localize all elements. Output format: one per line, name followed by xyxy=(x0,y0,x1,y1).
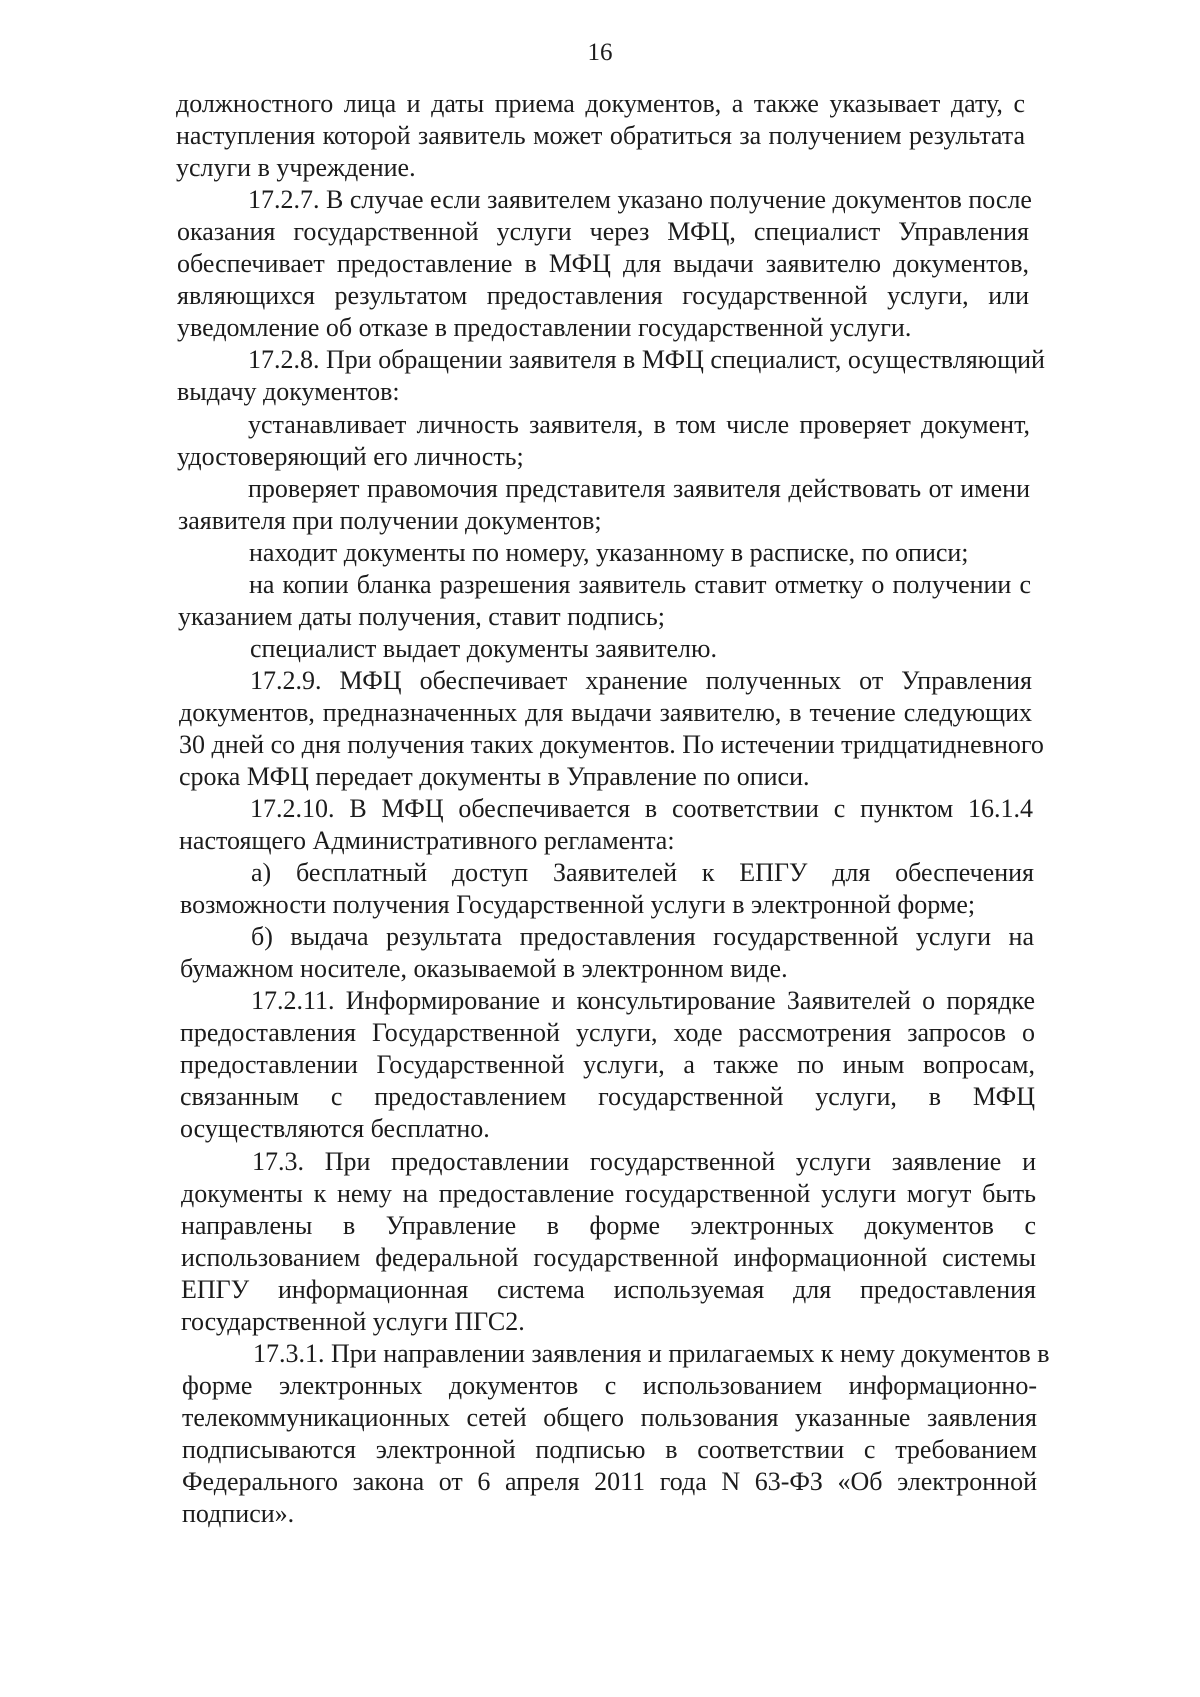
text-line: 17.2.8. При обращении заявителя в МФЦ специалист, осуществляющий xyxy=(248,345,1045,374)
text-line: специалист выдает документы заявителю. xyxy=(250,634,717,663)
text-line: обеспечивает предоставление в МФЦ для выдачи заявителю документов, xyxy=(177,249,1029,278)
text-line: документы к нему на предоставление государственной услуги могут быть xyxy=(181,1179,1036,1208)
text-line: государственной услуги ПГС2. xyxy=(181,1307,525,1336)
text-line: ЕПГУ информационная система используемая для предоставления xyxy=(181,1275,1036,1304)
text-line: услуги в учреждение. xyxy=(176,153,416,182)
text-line: оказания государственной услуги через МФЦ, специалист Управления xyxy=(177,217,1029,246)
text-line: 17.3. При предоставлении государственной услуги заявление и xyxy=(252,1147,1036,1176)
text-line: 30 дней со дня получения таких документов. По истечении тридцатидневного xyxy=(179,730,1044,759)
text-line: возможности получения Государственной услуги в электронной форме; xyxy=(180,890,976,919)
text-line: удостоверяющий его личность; xyxy=(177,442,524,471)
text-line: устанавливает личность заявителя, в том числе проверяет документ, xyxy=(248,410,1030,439)
text-line: настоящего Административного регламента: xyxy=(179,826,675,855)
text-line: являющихся результатом предоставления государственной услуги, или xyxy=(177,281,1029,310)
text-line: 17.2.10. В МФЦ обеспечивается в соответствии с пунктом 16.1.4 xyxy=(250,794,1033,823)
text-line: 17.3.1. При направлении заявления и прилагаемых к нему документов в xyxy=(253,1339,1050,1368)
text-line: б) выдача результата предоставления государственной услуги на xyxy=(251,922,1034,951)
text-line: осуществляются бесплатно. xyxy=(180,1114,490,1143)
text-line: направлены в Управление в форме электронных документов с xyxy=(181,1211,1036,1240)
text-line: связанным с предоставлением государственной услуги, в МФЦ xyxy=(180,1082,1035,1111)
text-line: предоставления Государственной услуги, ходе рассмотрения запросов о xyxy=(180,1018,1035,1047)
text-line: подписи». xyxy=(182,1499,295,1528)
text-line: 17.2.9. МФЦ обеспечивает хранение полученных от Управления xyxy=(250,666,1032,695)
text-line: форме электронных документов с использованием информационно- xyxy=(182,1371,1037,1400)
page-number: 16 xyxy=(587,39,613,66)
text-line: указанием даты получения, ставит подпись; xyxy=(178,602,665,631)
text-line: на копии бланка разрешения заявитель ставит отметку о получении с xyxy=(249,570,1031,599)
text-line: уведомление об отказе в предоставлении государственной услуги. xyxy=(177,313,912,342)
text-line: Федерального закона от 6 апреля 2011 года N 63-ФЗ «Об электронной xyxy=(182,1467,1037,1496)
text-line: подписываются электронной подписью в соответствии с требованием xyxy=(182,1435,1037,1464)
text-line: срока МФЦ передает документы в Управление по описи. xyxy=(179,762,810,791)
text-line: предоставлении Государственной услуги, а также по иным вопросам, xyxy=(180,1050,1035,1079)
text-line: использованием федеральной государственной информационной системы xyxy=(181,1243,1036,1272)
text-line: находит документы по номеру, указанному в расписке, по описи; xyxy=(249,538,969,567)
text-line: 17.2.7. В случае если заявителем указано получение документов после xyxy=(248,185,1032,214)
text-line: телекоммуникационных сетей общего пользования указанные заявления xyxy=(182,1403,1037,1432)
text-line: документов, предназначенных для выдачи заявителю, в течение следующих xyxy=(179,698,1032,727)
text-line: должностного лица и даты приема документов, а также указывает дату, с xyxy=(176,89,1025,118)
text-line: 17.2.11. Информирование и консультирование Заявителей о порядке xyxy=(251,986,1035,1015)
text-line: а) бесплатный доступ Заявителей к ЕПГУ для обеспечения xyxy=(251,858,1034,887)
text-line: проверяет правомочия представителя заявителя действовать от имени xyxy=(248,474,1030,503)
text-line: наступления которой заявитель может обратиться за получением результата xyxy=(176,121,1025,150)
text-line: выдачу документов: xyxy=(177,377,400,406)
text-line: бумажном носителе, оказываемой в электронном виде. xyxy=(180,954,788,983)
text-line: заявителя при получении документов; xyxy=(178,506,602,535)
